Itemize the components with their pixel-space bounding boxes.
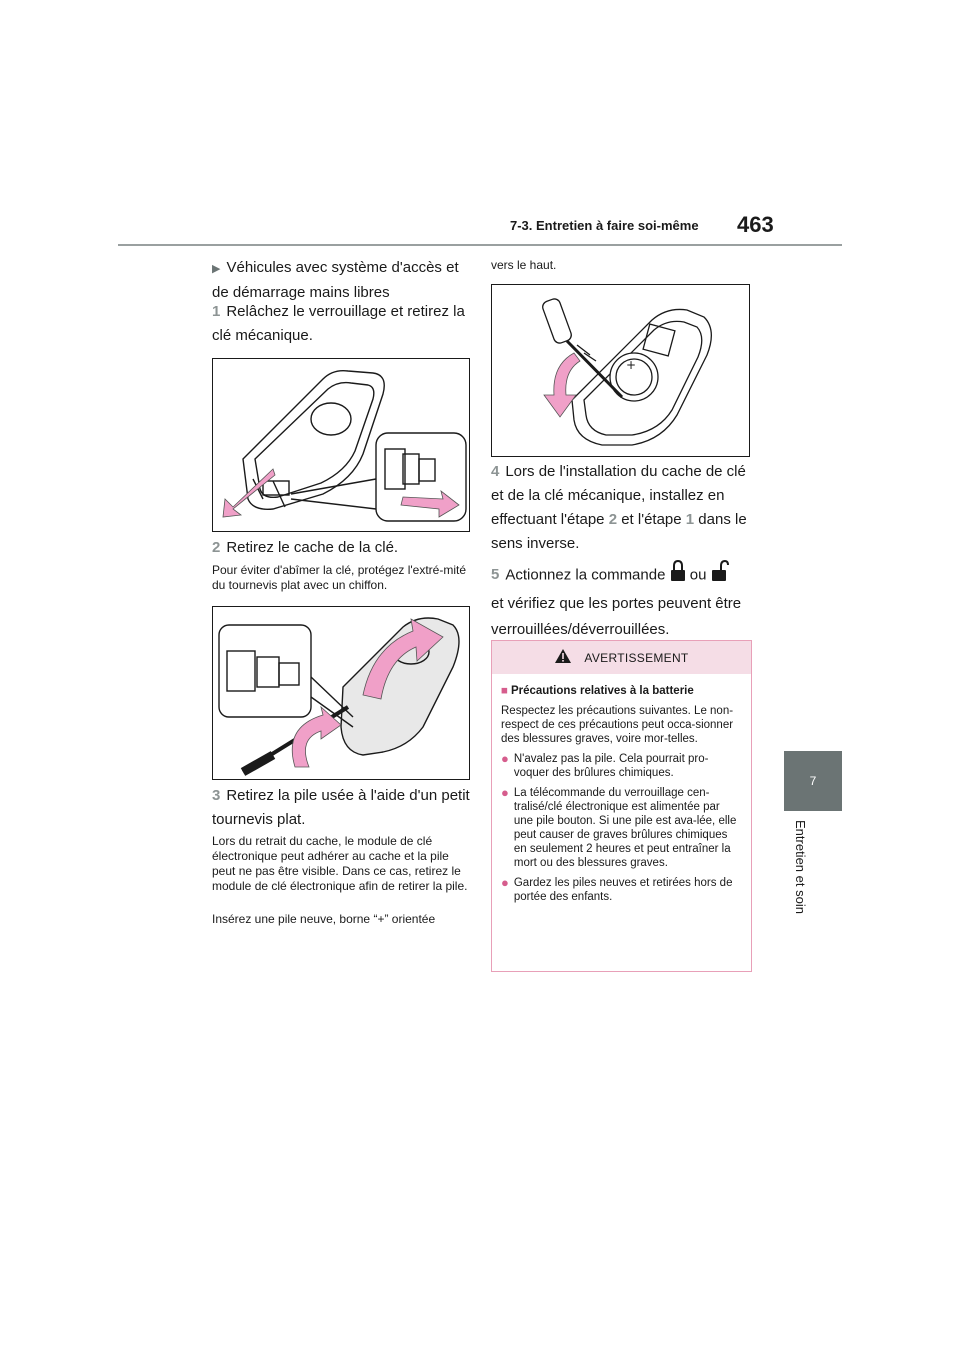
warning-bullet: ● Gardez les piles neuves et retirées hors de portée des enfants.: [501, 875, 733, 903]
step-5: 5 Actionnez la commande ou et vérifiez que les portes peuvent être verrouillées/déverrouillées.: [491, 560, 753, 643]
bullet-dot-icon: ●: [501, 751, 509, 766]
page-number: 463: [737, 212, 774, 237]
svg-text:+: +: [626, 358, 637, 372]
step-3: 3 Retirez la pile usée à l'aide d'un petit tournevis plat.: [212, 787, 470, 828]
step-3-note: Lors du retrait du cache, le module de clé électronique peut adhérer au cache et la pile peut ne pas être visible. Dans ce cas, retirez le module de clé électronique afin de retirer la pile.: [212, 834, 468, 893]
step-1: 1 Relâchez le verrouillage et retirez la clé mécanique.: [212, 303, 465, 344]
triangle-bullet-icon: ▶: [212, 263, 221, 275]
figure-remove-mechanical-key: [212, 358, 470, 532]
warning-bullet: ● N'avalez pas la pile. Cela pourrait pro-voquer des brûlures chimiques.: [501, 751, 709, 779]
chapter-label: Entretien et soin: [793, 820, 808, 914]
unlock-icon: [711, 560, 729, 591]
section-title: 7-3. Entretien à faire soi-même: [510, 218, 699, 233]
bullet-dot-icon: ●: [501, 875, 509, 890]
step-2-note: Pour éviter d'abîmer la clé, protégez l'extré-mité du tournevis plat avec un chiffon.: [212, 563, 467, 592]
square-bullet-icon: ■: [501, 685, 508, 697]
warning-header: AVERTISSEMENT: [492, 641, 751, 674]
warning-intro: Respectez les précautions suivantes. Le non-respect de ces précautions peut occa-sionner des blessures graves, voire mor-telles.: [501, 705, 734, 745]
warning-triangle-icon: [554, 648, 572, 667]
figure-remove-key-cover: [212, 606, 470, 780]
warning-subtitle: ■ Précautions relatives à la batterie: [501, 685, 694, 697]
warning-box: [491, 640, 752, 972]
figure-remove-battery: [491, 284, 750, 457]
note-continuation: vers le haut.: [491, 258, 557, 272]
chapter-tab[interactable]: 7: [784, 751, 842, 811]
cover-removal-illustration-icon: [213, 607, 469, 779]
step-2: 2 Retirez le cache de la clé.: [212, 539, 399, 556]
step-3-note-continued: Insérez une pile neuve, borne “+” orientée: [212, 912, 436, 926]
lock-icon: [670, 560, 686, 591]
bullet-dot-icon: ●: [501, 785, 509, 800]
warning-bullet: ● La télécommande du verrouillage cen-tralisé/clé électronique est alimentée par une pile bouton. Si une pile est ava-lée, elle peut causer de graves brûlures chimiques en seulement 2 heures et peut entraîner la mort ou des blessures graves.: [501, 785, 737, 869]
battery-removal-illustration-icon: [492, 285, 749, 456]
header-divider: [118, 244, 842, 246]
key-fob-illustration-icon: [213, 359, 469, 531]
intro-heading: ▶ Véhicules avec système d'accès et de démarrage mains libres: [212, 259, 459, 301]
step-4: 4 Lors de l'installation du cache de clé et de la clé mécanique, installez en effectuant l'étape 2 et l'étape 1 dans le sens inverse.: [491, 463, 747, 552]
